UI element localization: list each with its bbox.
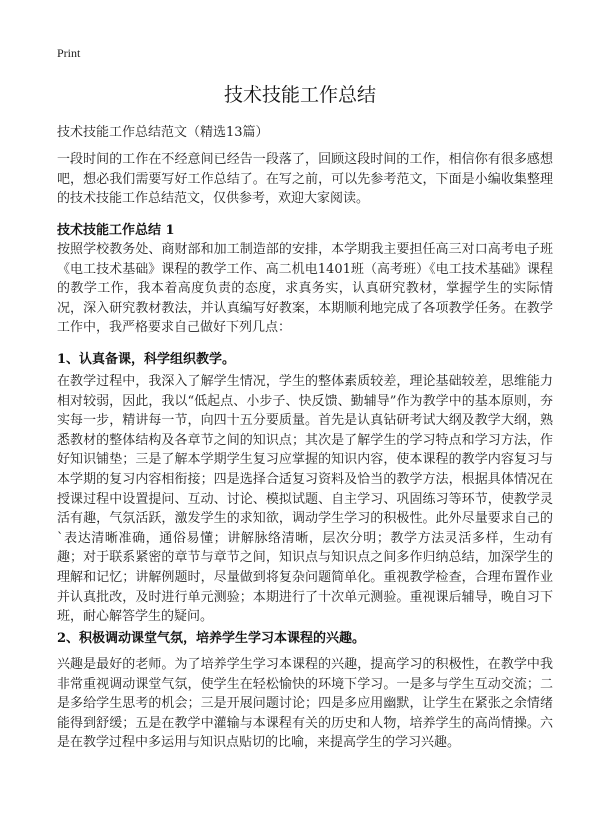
- print-label: Print: [57, 46, 81, 60]
- page-title: 技术技能工作总结: [223, 84, 376, 106]
- intro-paragraph: 一段时间的工作在不经意间已经告一段落了，回顾这段时间的工作，相信你有很多感想吧，想必我们需要写好工作总结了。在写之前，可以先参考范文，下面是小编收集整理的技术技能工作总结范文，仅供参考，欢迎大家阅读。: [57, 152, 553, 207]
- section-heading: 技术技能工作总结 1: [57, 223, 175, 238]
- point-paragraph-2: 兴趣是最好的老师。为了培养学生学习本课程的兴趣，提高学习的积极性，在教学中我非常重视调动课堂气氛，使学生在轻松愉快的环境下学习。一是多与学生互动交流；二是多给学生思考的机会；三是开展问题讨论；四是多应用幽默，让学生在紧张之余情绪能得到舒缓；五是在教学中灌输与本课程有关的历史和人物，培养学生的高尚情操。六是在教学过程中多运用与知识点贴切的比喻，来提高学生的学习兴趣。: [57, 657, 553, 751]
- point-heading-1: 1、认真备课，科学组织教学。: [57, 352, 236, 367]
- section-paragraph: 按照学校教务处、商财部和加工制造部的安排，本学期我主要担任高三对口高考电子班《电工技术基础》课程的教学工作、高二机电1401班（高考班）《电工技术基础》课程的教学工作，我本着高度负责的态度，求真务实，认真研究教材，掌握学生的实际情况，深入研究教材教法，并认真编写好教案，本期顺利地完成了各项教学任务。在教学工作中，我严格要求自己做好下列几点：: [57, 242, 553, 336]
- point-paragraph-1: 在教学过程中，我深入了解学生情况，学生的整体素质较差，理论基础较差，思维能力相对较弱，因此，我以“低起点、小步子、快反馈、勤辅导”作为教学中的基本原则，夯实每一步，精讲每一节，向四十五分要质量。首先是认真钻研考试大纲及教学大纲，熟悉教材的整体结构及各章节之间的知识点；其次是了解学生的学习特点和学习方法，作好知识铺垫；三是了解本学期学生复习应掌握的知识内容，使本课程的教学内容复习与本学期的复习内容相衔接；四是选择合适复习资料及恰当的教学方法，根据具体情况在授课过程中设置提问、互动、讨论、模拟试题、自主学习、巩固练习等环节，使教学灵活有趣，气氛活跃，激发学生的求知欲，调动学生学习的积极性。此外尽量要求自己的`表达清晰准确，通俗易懂；讲解脉络清晰，层次分明；教学方法灵活多样，生动有趣；对于联系紧密的章节与章节之间，知识点与知识点之间多作归纳总结，加深学生的理解和记忆；讲解例题时，尽量做到将复杂问题简单化。重视教学检查，合理布置作业并认真批改，及时进行单元测验；本期进行了十次单元测验。重视课后辅导，晚自习下班，耐心解答学生的疑问。: [57, 374, 553, 625]
- point-heading-2: 2、积极调动课堂气氛，培养学生学习本课程的兴趣。: [57, 631, 366, 646]
- page-subtitle: 技术技能工作总结范文（精选13篇）: [57, 125, 269, 140]
